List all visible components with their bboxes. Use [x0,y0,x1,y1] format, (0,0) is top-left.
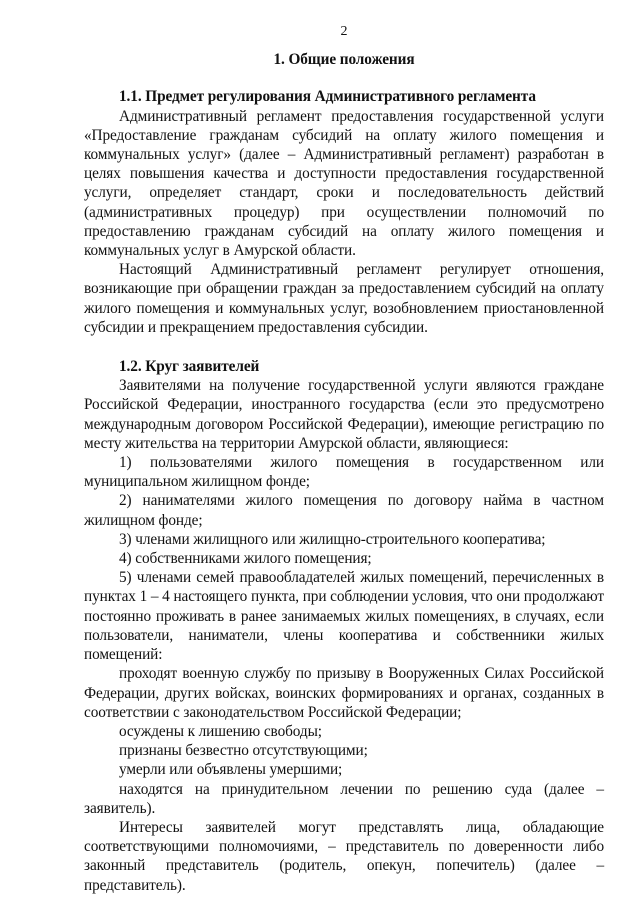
list-item-number: 4) [119,550,132,568]
subsection-2-closing: Интересы заявителей могут представлять лица, обладающие соответствующими полномочиями, – представитель по доверенности либо законный представитель (родитель, опекун, попечитель) (далее – представитель). [84,818,604,894]
list-item-text: собственниками жилого помещения; [135,550,372,568]
list-item-text: пользователями жилого помещения в государственном или муниципальном жилищном фонде; [84,454,604,491]
subsection-1-paragraph-2: Настоящий Административный регламент регулирует отношения, возникающие при обращении граждан за предоставлением субсидий на оплату жилого помещения и коммунальных услуг, возобновлением приостановленной субсидии и прекращением предоставления субсидии. [84,261,604,336]
condition-item: проходят военную службу по призыву в Вооруженных Силах Российской Федерации, других войсках, воинских формированиях и органах, созданных в соответствии с законодательством Российской Федерации; [84,665,604,721]
list-item-number: 3) [119,530,132,548]
subsection-1-paragraph-1: Административный регламент предоставления государственной услуги «Предоставление гражданам субсидий на оплату жилого помещения и коммунальных услуг» (далее – Административный регламент) разработан в целях повышения качества и доступности предоставления государственной услуги, определяет стандарт, сроки и последовательность действий (административных процедур) при осуществлении полномочий по предоставлению гражданам субсидий на оплату жилого помещения и коммунальных услуг в Амурской области. [84,107,604,260]
list-item [84,491,604,529]
condition-item: умерли или объявлены умершими; [119,761,343,779]
subsection-1-title: 1.1. Предмет регулирования Административного регламента [119,88,536,106]
list-item-number: 5) [119,569,132,587]
condition-item: находятся на принудительном лечении по решению суда (далее – заявитель). [84,780,604,817]
subsection-2-title: 1.2. Круг заявителей [119,358,260,376]
condition-item: осуждены к лишению свободы; [119,722,322,740]
list-item [84,453,604,491]
list-item [84,530,604,549]
section-title: 1. Общие положения [273,51,415,69]
list-item-number: 1) [119,454,132,472]
list-item-number: 2) [119,492,132,510]
list-item-text: нанимателями жилого помещения по договору найма в частном жилищном фонде; [84,492,604,529]
list-item [84,549,604,568]
document-page [84,22,604,895]
page-number: 2 [340,24,348,39]
list-item-text: членами жилищного или жилищно-строительного кооператива; [135,530,546,548]
list-item-text: членами семей правообладателей жилых помещений, перечисленных в пунктах 1 – 4 настоящего пункта, при соблюдении условия, что они продолжают постоянно проживать в ранее занимаемых жилых помещениях, в случаях, если пользователи, наниматели, члены кооператива и собственники жилых помещений: [84,569,604,664]
subsection-2-intro: Заявителями на получение государственной услуги являются граждане Российской Федерации, иностранного государства (если это предусмотрено международным договором Российской Федерации), имеющие регистрацию по месту жительства на территории Амурской области, являющиеся: [84,377,604,452]
condition-item: признаны безвестно отсутствующими; [119,742,368,760]
list-item [84,568,604,664]
